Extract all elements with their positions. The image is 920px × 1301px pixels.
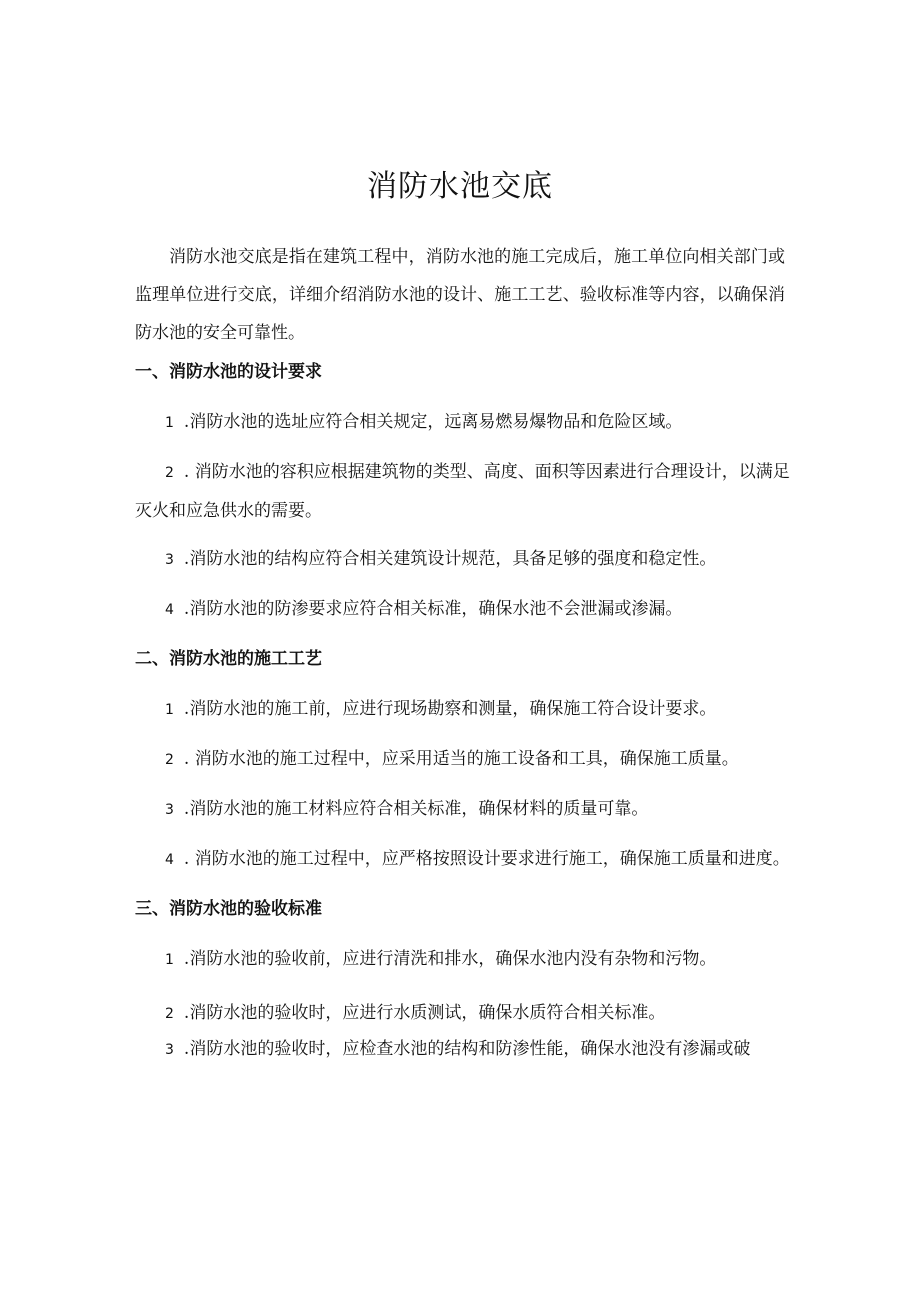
item-text: .消防水池的防渗要求应符合相关标准，确保水池不会泄漏或渗漏。 (183, 599, 683, 619)
section-heading-construction: 二、消防水池的施工工艺 (135, 649, 322, 669)
list-item (135, 840, 791, 879)
item-number: 1 (165, 702, 174, 718)
item-text: .消防水池的验收前，应进行清洗和排水，确保水池内没有杂物和污物。 (183, 949, 717, 969)
list-item (135, 790, 791, 829)
list-item (135, 403, 791, 442)
item-number: 3 (165, 552, 174, 568)
list-item (135, 690, 791, 729)
item-number: 1 (165, 415, 174, 431)
item-number: 2 (165, 1006, 174, 1022)
list-item (135, 940, 791, 979)
item-text: .消防水池的施工材料应符合相关标准，确保材料的质量可靠。 (183, 799, 649, 819)
item-text: .消防水池的验收时，应检查水池的结构和防渗性能，确保水池没有渗漏或破 (183, 1039, 751, 1059)
item-text: . 消防水池的施工过程中，应严格按照设计要求进行施工，确保施工质量和进度。 (183, 849, 790, 869)
item-number: 3 (165, 802, 174, 818)
list-item (135, 994, 791, 1033)
item-text: .消防水池的验收时，应进行水质测试，确保水质符合相关标准。 (183, 1003, 666, 1023)
item-number: 4 (165, 602, 174, 618)
list-item (135, 540, 791, 579)
section-heading-design: 一、消防水池的设计要求 (135, 362, 322, 382)
document-title: 消防水池交底 (367, 169, 553, 204)
list-item (135, 740, 791, 779)
item-text: .消防水池的结构应符合相关建筑设计规范，具备足够的强度和稳定性。 (183, 549, 717, 569)
item-number: 2 (165, 465, 174, 481)
item-number: 4 (165, 852, 174, 868)
list-item (135, 590, 791, 629)
item-text: . 消防水池的容积应根据建筑物的类型、高度、面积等因素进行合理设计，以满足灭火和应急供水的需要。 (135, 462, 790, 521)
intro-paragraph: 消防水池交底是指在建筑工程中，消防水池的施工完成后，施工单位向相关部门或监理单位进行交底，详细介绍消防水池的设计、施工工艺、验收标准等内容，以确保消防水池的安全可靠性。 (135, 247, 785, 343)
item-number: 3 (165, 1042, 174, 1058)
list-item (135, 1030, 791, 1069)
item-text: . 消防水池的施工过程中，应采用适当的施工设备和工具，确保施工质量。 (183, 749, 739, 769)
item-number: 2 (165, 752, 174, 768)
item-text: .消防水池的选址应符合相关规定，远离易燃易爆物品和危险区域。 (183, 412, 683, 432)
item-text: .消防水池的施工前，应进行现场勘察和测量，确保施工符合设计要求。 (183, 699, 717, 719)
section-heading-acceptance: 三、消防水池的验收标准 (135, 899, 322, 919)
item-number: 1 (165, 952, 174, 968)
list-item (135, 453, 791, 530)
